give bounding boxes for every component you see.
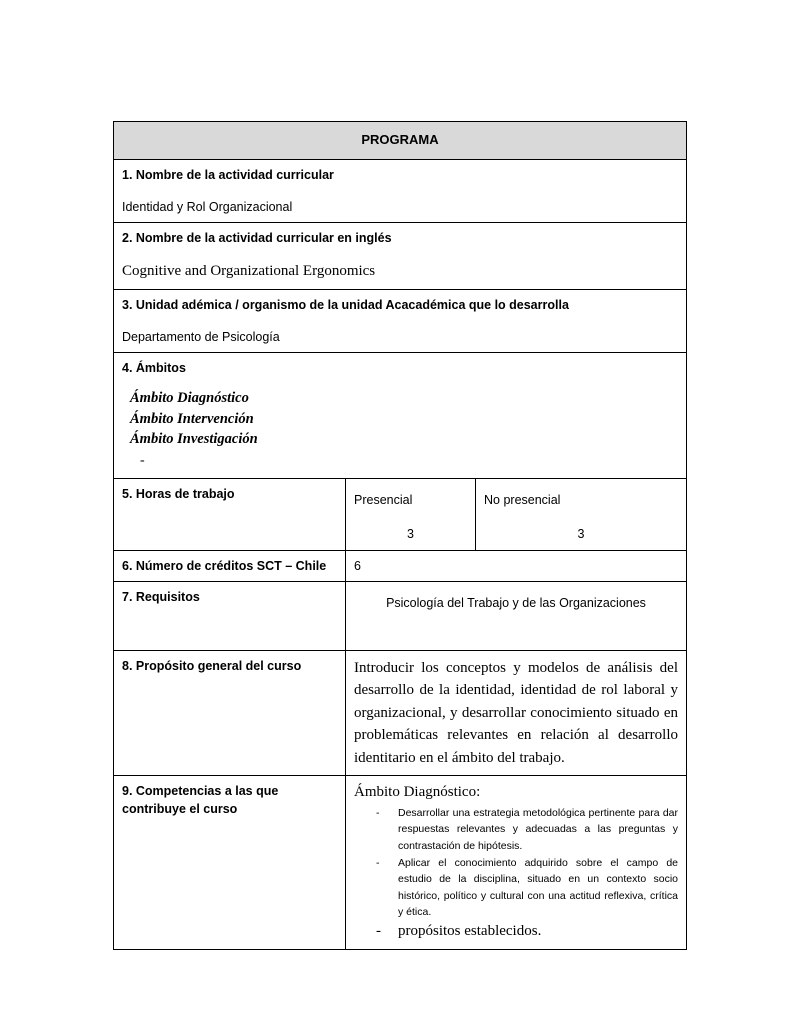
row-8-value-cell bbox=[346, 650, 687, 776]
list-item bbox=[354, 805, 678, 854]
table-row-requisitos bbox=[114, 581, 687, 650]
row-9-value-cell bbox=[346, 776, 687, 950]
list-item bbox=[354, 921, 678, 942]
row-1-value: Identidad y Rol Organizacional bbox=[122, 199, 293, 214]
table-row-creditos bbox=[114, 550, 687, 581]
row-6-label-cell bbox=[114, 550, 346, 581]
list-item: Ámbito Diagnóstico bbox=[130, 390, 249, 407]
row-7-value-cell bbox=[346, 581, 687, 650]
row-5-label: 5. Horas de trabajo bbox=[122, 487, 235, 502]
row-2-label: 2. Nombre de la actividad curricular en inglés bbox=[122, 231, 392, 246]
row-7-label-cell bbox=[114, 581, 346, 650]
row-3-value: Departamento de Psicología bbox=[122, 330, 280, 345]
row-7-label: 7. Requisitos bbox=[122, 589, 200, 604]
ambitos-list bbox=[130, 389, 678, 471]
row-6-label: 6. Número de créditos SCT – Chile bbox=[122, 558, 327, 573]
competencias-list bbox=[354, 805, 678, 942]
horas-presencial-header: Presencial bbox=[354, 493, 413, 508]
table-row-competencias bbox=[114, 776, 687, 950]
list-item: Ámbito Intervención bbox=[130, 410, 254, 427]
table-row-nombre-ingles bbox=[114, 223, 687, 290]
row-8-value: Introducir los conceptos y modelos de análisis del desarrollo de la identidad, identidad de rol laboral y organizacional, y desarrollar conocimiento situado en problemáticas relevantes en relación al desarrollo identitario en el ámbito del trabajo. bbox=[354, 659, 679, 766]
row-9-label-cell bbox=[114, 776, 346, 950]
row-2-value: Cognitive and Organizational Ergonomics bbox=[122, 263, 376, 280]
horas-no-presencial-value: 3 bbox=[577, 527, 585, 542]
list-item bbox=[354, 855, 678, 920]
programa-table bbox=[113, 121, 687, 950]
horas-no-presencial-header: No presencial bbox=[484, 493, 561, 508]
list-item-text: Desarrollar una estrategia metodológica pertinente para dar respuestas relevantes y adecuadas a las preguntas y contrastación de hipótesis. bbox=[398, 807, 679, 852]
competencias-subtitle: Ámbito Diagnóstico: bbox=[354, 784, 481, 801]
row-ambitos-cell bbox=[114, 353, 687, 479]
row-nombre-actividad-cell bbox=[114, 159, 687, 222]
table-header-row bbox=[114, 122, 687, 160]
bullet-marker: - bbox=[376, 923, 381, 940]
row-6-value-cell bbox=[346, 550, 687, 581]
row-unidad-academica-cell bbox=[114, 289, 687, 352]
table-row-horas-trabajo bbox=[114, 479, 687, 550]
list-item-text: propósitos establecidos. bbox=[398, 923, 542, 940]
horas-no-presencial-cell bbox=[476, 479, 687, 550]
row-5-label-cell bbox=[114, 479, 346, 550]
row-8-label-cell bbox=[114, 650, 346, 776]
horas-presencial-value: 3 bbox=[407, 527, 414, 542]
row-9-label: 9. Competencias a las que contribuye el curso bbox=[122, 784, 279, 817]
row-4-label: 4. Ámbitos bbox=[122, 361, 186, 376]
row-8-label: 8. Propósito general del curso bbox=[122, 658, 302, 673]
list-item: Ámbito Investigación bbox=[130, 431, 258, 448]
row-1-label: 1. Nombre de la actividad curricular bbox=[122, 167, 334, 182]
row-7-value: Psicología del Trabajo y de las Organizaciones bbox=[386, 595, 646, 610]
table-row-ambitos bbox=[114, 353, 687, 479]
bullet-marker: - bbox=[376, 857, 380, 869]
programa-title: PROGRAMA bbox=[114, 122, 687, 160]
list-item-dash: - bbox=[140, 453, 145, 469]
row-3-label: 3. Unidad adémica / organismo de la unidad Acacadémica que lo desarrolla bbox=[122, 297, 569, 312]
table-row-proposito bbox=[114, 650, 687, 776]
row-6-value: 6 bbox=[354, 558, 361, 573]
row-nombre-ingles-cell bbox=[114, 223, 687, 290]
bullet-marker: - bbox=[376, 807, 380, 820]
horas-presencial-cell bbox=[346, 479, 476, 550]
list-item-text: Aplicar el conocimiento adquirido sobre el campo de estudio de la disciplina, situado en un contexto socio histórico, político y cultural con una actitud reflexiva, crítica y ética. bbox=[398, 857, 679, 918]
table-row-nombre-actividad bbox=[114, 159, 687, 222]
table-row-unidad-academica bbox=[114, 289, 687, 352]
